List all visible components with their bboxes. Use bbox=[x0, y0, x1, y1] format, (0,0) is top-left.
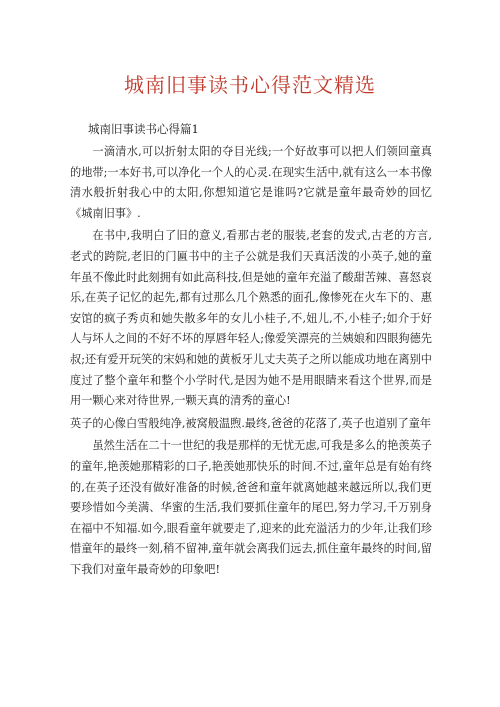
paragraph: 在书中,我明白了旧的意义,看那古老的服装,老套的发式,古老的方言,老式的跨院,老旧的门匾书中的主子公就是我们天真活泼的小英子,她的童年虽不像此时此刻拥有如此高科技,但是她的童年充溢了酸甜苦辣、喜怒哀乐,在英子记忆的起先,都有过那么几个熟悉的面孔,像惨死在火车下的、惠安馆的疯子秀贞和她失散多年的女儿小桂子,不,妞儿,不,小桂子;如介于好人与坏人之间的不好不坏的厚唇年轻人;像爱笑漂亮的兰姨娘和四眼狗德先叔;还有爱开玩笑的宋妈和她的黄板牙儿丈夫英子之所以能成功地在离别中度过了整个童年和整个小学时代,是因为她不是用眼睛来看这个世界,而是用一颗心来对待世界,一颗天真的清秀的童心! bbox=[70, 229, 432, 408]
document-body bbox=[70, 142, 432, 582]
paragraph: 虽然生活在二十一世纪的我是那样的无忧无虑,可我是多么的艳羡英子的童年,艳羡她那精彩的口子,艳羡她那快乐的时间.不过,童年总是有始有终的,在英子还没有做好准备的时候,爸爸和童年就离她越来越远所以,我们更要珍惜如今美满、华蜜的生活,我们要抓住童年的尾巴,努力学习,千万别身在福中不知福.如今,眼看童年就要走了,迎来的此充溢活力的少年,让我们珍惜童年的最终一刻,稍不留神,童年就会离我们远去,抓住童年最终的时间,留下我们对童年最奇妙的印象吧! bbox=[70, 439, 432, 576]
paragraph: 英子的心像白雪般纯净,被窝般温煦.最终,爸爸的花落了,英子也道别了童年 bbox=[70, 416, 432, 430]
section-heading: 城南旧事读书心得篇1 bbox=[88, 122, 199, 136]
document-title: 城南旧事读书心得范文精选 bbox=[124, 73, 376, 97]
paragraph: 一滴清水,可以折射太阳的夺目光线;一个好故事可以把人们领回童真的地带;一本好书,可以净化一个人的心灵.在现实生活中,就有这么一本书像清水般折射我心中的太阳,你想知道它是谁吗?它就是童年最奇妙的回忆《城南旧事》. bbox=[70, 145, 432, 220]
